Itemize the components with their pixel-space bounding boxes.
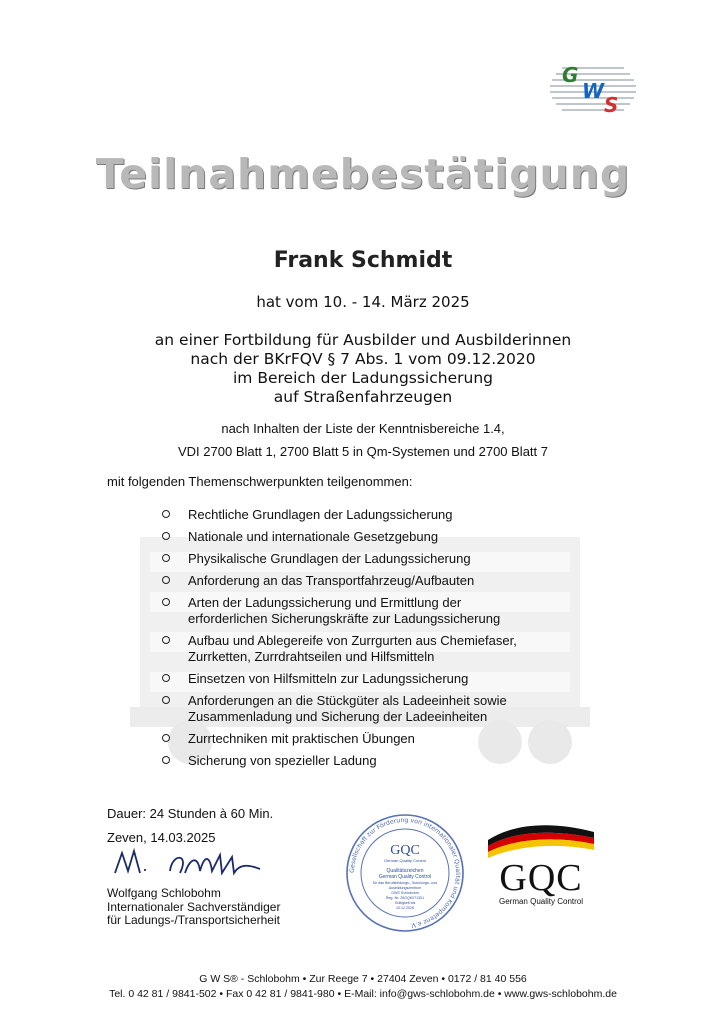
- circle-bullet-icon: [162, 532, 170, 540]
- list-item: Anforderungen an die Stückgüter als Ladeeinheit sowie Zusammenladung und Sicherung der Ladeeinheiten: [128, 693, 598, 725]
- list-item: Zurrtechniken mit praktischen Übungen: [128, 731, 598, 747]
- signer-role: Internationaler Sachverständiger: [107, 899, 281, 914]
- course-duration: Dauer: 24 Stunden à 60 Min.: [107, 806, 274, 821]
- svg-text:Ausbildungszentrum: Ausbildungszentrum: [388, 886, 422, 890]
- course-line: nach der BKrFQV § 7 Abs. 1 vom 09.12.2020: [190, 350, 536, 368]
- signer-role: für Ladungs-/Transportsicherheit: [107, 913, 280, 927]
- signer-block: [107, 887, 280, 928]
- svg-text:Qualitätszeichen: Qualitätszeichen: [386, 868, 424, 874]
- svg-text:10.12.2026: 10.12.2026: [396, 906, 414, 910]
- list-item: Nationale und internationale Gesetzgebung: [128, 529, 598, 545]
- svg-text:für das Berufsbildungs-, Schul: für das Berufsbildungs-, Schulungs- und: [373, 881, 437, 885]
- topics-list: [128, 507, 598, 775]
- course-line: an einer Fortbildung für Ausbilder und Ausbilderinnen: [154, 331, 572, 349]
- course-description: [0, 331, 726, 407]
- svg-text:S: S: [604, 93, 619, 117]
- circle-bullet-icon: [162, 510, 170, 518]
- signature: [110, 843, 280, 888]
- course-line: auf Straßenfahrzeugen: [273, 388, 453, 406]
- document-title: Teilnahmebestätigung: [95, 150, 631, 198]
- svg-text:Gesellschaft zur Förderung von: Gesellschaft zur Förderung von internationaler Qualität und Kompetenz e.V.: [348, 816, 462, 929]
- svg-text:German Quality Control: German Quality Control: [378, 874, 432, 880]
- circle-bullet-icon: [162, 598, 170, 606]
- circle-bullet-icon: [162, 554, 170, 562]
- course-line: im Bereich der Ladungssicherung: [233, 369, 493, 387]
- footer-address: G W S® - Schlobohm • Zur Reege 7 • 27404 Zeven • 0172 / 81 40 556: [199, 973, 527, 985]
- circle-bullet-icon: [162, 674, 170, 682]
- content-note-line: nach Inhalten der Liste der Kenntnisbereiche 1.4,: [221, 421, 505, 436]
- footer-contact: Tel. 0 42 81 / 9841-502 • Fax 0 42 81 / 9841-980 • E-Mail: info@gws-schlobohm.de • www.gws-schlobohm.de: [109, 988, 617, 1000]
- svg-text:Gültigkeit bis: Gültigkeit bis: [394, 901, 416, 905]
- circle-bullet-icon: [162, 576, 170, 584]
- signer-name: Wolfgang Schlobohm: [107, 886, 221, 900]
- course-period: hat vom 10. - 14. März 2025: [256, 293, 470, 311]
- place-and-date: Zeven, 14.03.2025: [107, 830, 216, 845]
- circle-bullet-icon: [162, 636, 170, 644]
- content-note-line: VDI 2700 Blatt 1, 2700 Blatt 5 in Qm-Systemen und 2700 Blatt 7: [178, 444, 548, 459]
- circle-bullet-icon: [162, 734, 170, 742]
- list-item: Einsetzen von Hilfsmitteln zur Ladungssicherung: [128, 671, 598, 687]
- list-item: Aufbau und Ablegereife von Zurrgurten aus Chemiefaser, Zurrketten, Zurrdrahtseilen und Hilfsmitteln: [128, 633, 598, 665]
- svg-text:W: W: [582, 79, 605, 103]
- list-item: Anforderung an das Transportfahrzeug/Aufbauten: [128, 573, 598, 589]
- svg-text:GQC: GQC: [390, 843, 420, 858]
- gws-logo: [548, 50, 638, 130]
- svg-text:Reg.-Nr. 25GQK071301: Reg.-Nr. 25GQK071301: [385, 896, 425, 900]
- gqc-stamp: [344, 812, 466, 934]
- list-item: Sicherung von spezieller Ladung: [128, 753, 598, 769]
- svg-text:GWS Schlobohm: GWS Schlobohm: [391, 891, 419, 895]
- gqc-logo-subtitle: German Quality Control: [498, 897, 584, 906]
- svg-text:German Quality Control: German Quality Control: [383, 858, 427, 863]
- svg-text:G: G: [562, 63, 579, 87]
- topics-intro: mit folgenden Themenschwerpunkten teilgenommen:: [107, 474, 413, 489]
- participant-name: Frank Schmidt: [273, 248, 453, 273]
- gqc-logo-mark: GQC: [499, 857, 583, 899]
- content-reference: [0, 417, 726, 463]
- list-item: Physikalische Grundlagen der Ladungssicherung: [128, 551, 598, 567]
- topics-section: [128, 497, 598, 787]
- list-item: Rechtliche Grundlagen der Ladungssicherung: [128, 507, 598, 523]
- list-item: Arten der Ladungssicherung und Ermittlung der erforderlichen Sicherungskräfte zur Ladungssicherung: [128, 595, 598, 627]
- footer: [0, 972, 726, 1002]
- circle-bullet-icon: [162, 696, 170, 704]
- circle-bullet-icon: [162, 756, 170, 764]
